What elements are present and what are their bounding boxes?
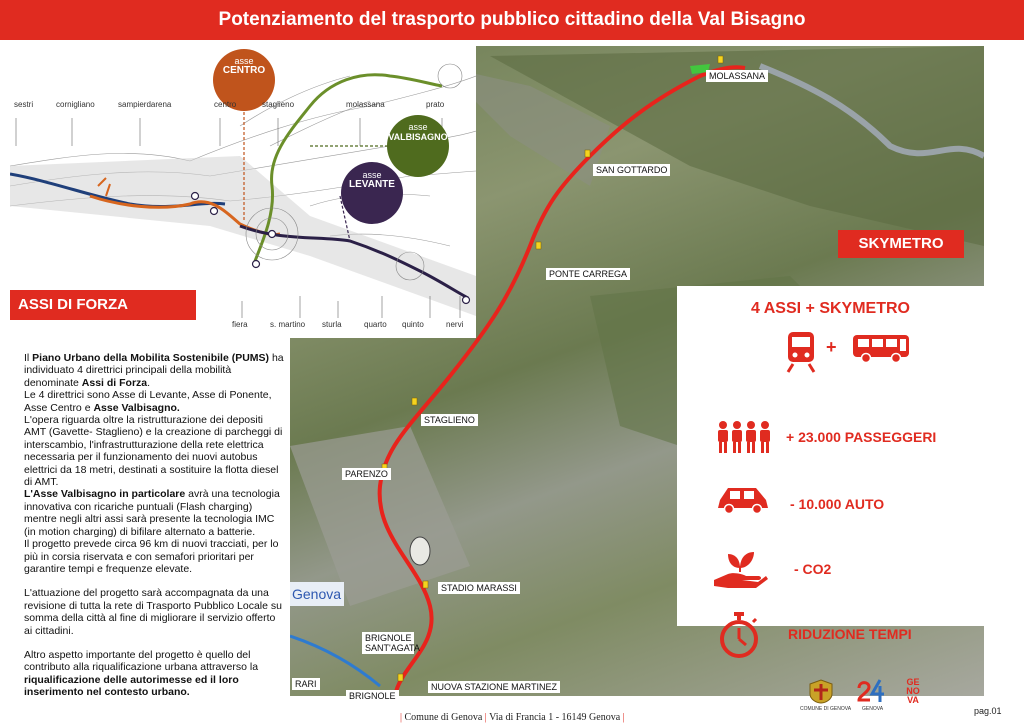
comune-logo-caption: COMUNE DI GENOVA [800,706,852,712]
paragraph-attuazione: L'attuazione del progetto sarà accompagnata da una revisione di tutta la rete di Trasporto Pubblico Locale su somma della città al fine di migliorare il servizio offerto ai cittadini. [24,587,282,637]
place-label: s. martino [270,320,306,329]
info-title: 4 ASSI + SKYMETRO [751,300,910,317]
genova-logo-caption: GENOVA [862,706,884,712]
page-title: Potenziamento del trasporto pubblico cittadino della Val Bisagno [218,9,806,30]
bus-icon [852,334,910,364]
asse-valbisagno-name: VALBISAGNO [388,132,448,142]
place-label: cornigliano [56,100,95,109]
station-label-ponte-carrega: PONTE CARREGA [546,268,630,280]
station-label-molassana: MOLASSANA [706,70,768,82]
description-text [24,352,284,699]
station-label-stadio-marassi: STADIO MARASSI [438,582,520,594]
asse-levante-label [342,170,402,190]
asse-centro-label [214,56,274,76]
stat-co2: - CO2 [794,561,832,577]
train-icon [784,330,818,374]
station-marker [398,674,403,681]
station-label-rari: RARI [292,678,320,690]
station-marker [718,56,723,63]
station-label-parenzo: PARENZO [342,468,391,480]
paragraph-pums: Il Piano Urbano della Mobilita Sostenibile (PUMS) ha individuato 4 direttrici principali della mobilità denominate Assi di Forza. [24,352,284,389]
station-marker [585,150,590,157]
place-label: fiera [232,320,248,329]
asse-word: asse [408,122,428,132]
plus-sign: + [826,337,837,357]
place-label: sestri [14,100,34,109]
footer-org: Comune di Genova [404,712,483,723]
footer-address: | Comune di Genova | Via di Francia 1 - 16149 Genova | [400,712,625,723]
place-label: sampierdarena [118,100,172,109]
station-marker [412,398,417,405]
city-label: Genova [290,582,344,606]
comune-crest-logo [806,678,836,704]
skymetro-label: SKYMETRO [858,235,944,252]
stat-riduzione-tempi: RIDUZIONE TEMPI [788,626,912,642]
place-label: quinto [402,320,424,329]
paragraph-tracciati: Il progetto prevede circa 96 km di nuovi tracciati, per lo più in corsia riservata e con semafori prioritari per garantire tempi e frequenze elevate. [24,538,279,575]
paragraph-riqualificazione: Altro aspetto importante del progetto è quello del contributo alla riqualificazione urbana attraverso la riqualificazione delle autorimesse ed il loro inserimento nel contesto urbano. [24,648,259,699]
station-label-san-gottardo: SAN GOTTARDO [593,164,670,176]
place-label: quarto [364,320,387,329]
genova-24-logo [856,678,886,704]
people-icon [716,420,774,454]
stopwatch-icon [718,610,760,660]
asse-levante-name: LEVANTE [349,179,395,190]
station-marker [536,242,541,249]
genova-more-logo: GE NO VA [906,677,920,705]
plant-hand-icon [712,546,768,590]
station-label-staglieno: STAGLIENO [421,414,478,426]
place-label: staglieno [262,100,295,109]
paragraph-direttrici: Le 4 direttrici sono Asse di Levante, Asse di Ponente, Asse Centro e Asse Valbisagno. [24,389,272,414]
footer-street: Via di Francia 1 - 16149 Genova [489,712,621,723]
station-marker [423,581,428,588]
stadium [410,537,430,565]
place-label: prato [426,100,445,109]
station-label-nuova-stazione-martinez: NUOVA STAZIONE MARTINEZ [428,681,560,693]
place-label: nervi [446,320,464,329]
asse-centro-name: CENTRO [222,65,266,76]
paragraph-opera: L'opera riguarda oltre la ristrutturazione dei depositi AMT (Gavette- Staglieno) e la creazione di parcheggi di interscambio, l'infrastrutturazione della rete elettrica necessaria per il funzionamento dei nuovi autobus elettrici da 18 metri, destinati a sostituire la flotta diesel di AMT. [24,414,283,489]
asse-word: asse [362,170,382,180]
urban-patch [290,426,470,606]
station-label-brignole: BRIGNOLE [346,690,399,702]
car-icon [714,484,772,514]
asse-word: asse [234,56,254,66]
assi-di-forza-label: ASSI DI FORZA [18,296,129,313]
stat-auto: - 10.000 AUTO [790,496,885,512]
place-label: centro [214,100,237,109]
paragraph-valbisagno: L'Asse Valbisagno in particolare avrà una tecnologia innovativa con ricariche puntuali (Flash charging) mentre negli altri assi sarà presente la tecnologia IMC (in motion charging) di bifilare alternato a batterie. [24,488,280,538]
stat-passeggeri: + 23.000 PASSEGGERI [786,429,937,445]
station-label-brignole-santagata: BRIGNOLE SANT'AGATA [362,632,414,654]
asse-valbisagno-label [384,122,452,142]
place-label: sturla [322,320,342,329]
place-label: molassana [346,100,385,109]
page-number: pag.01 [974,706,1002,716]
